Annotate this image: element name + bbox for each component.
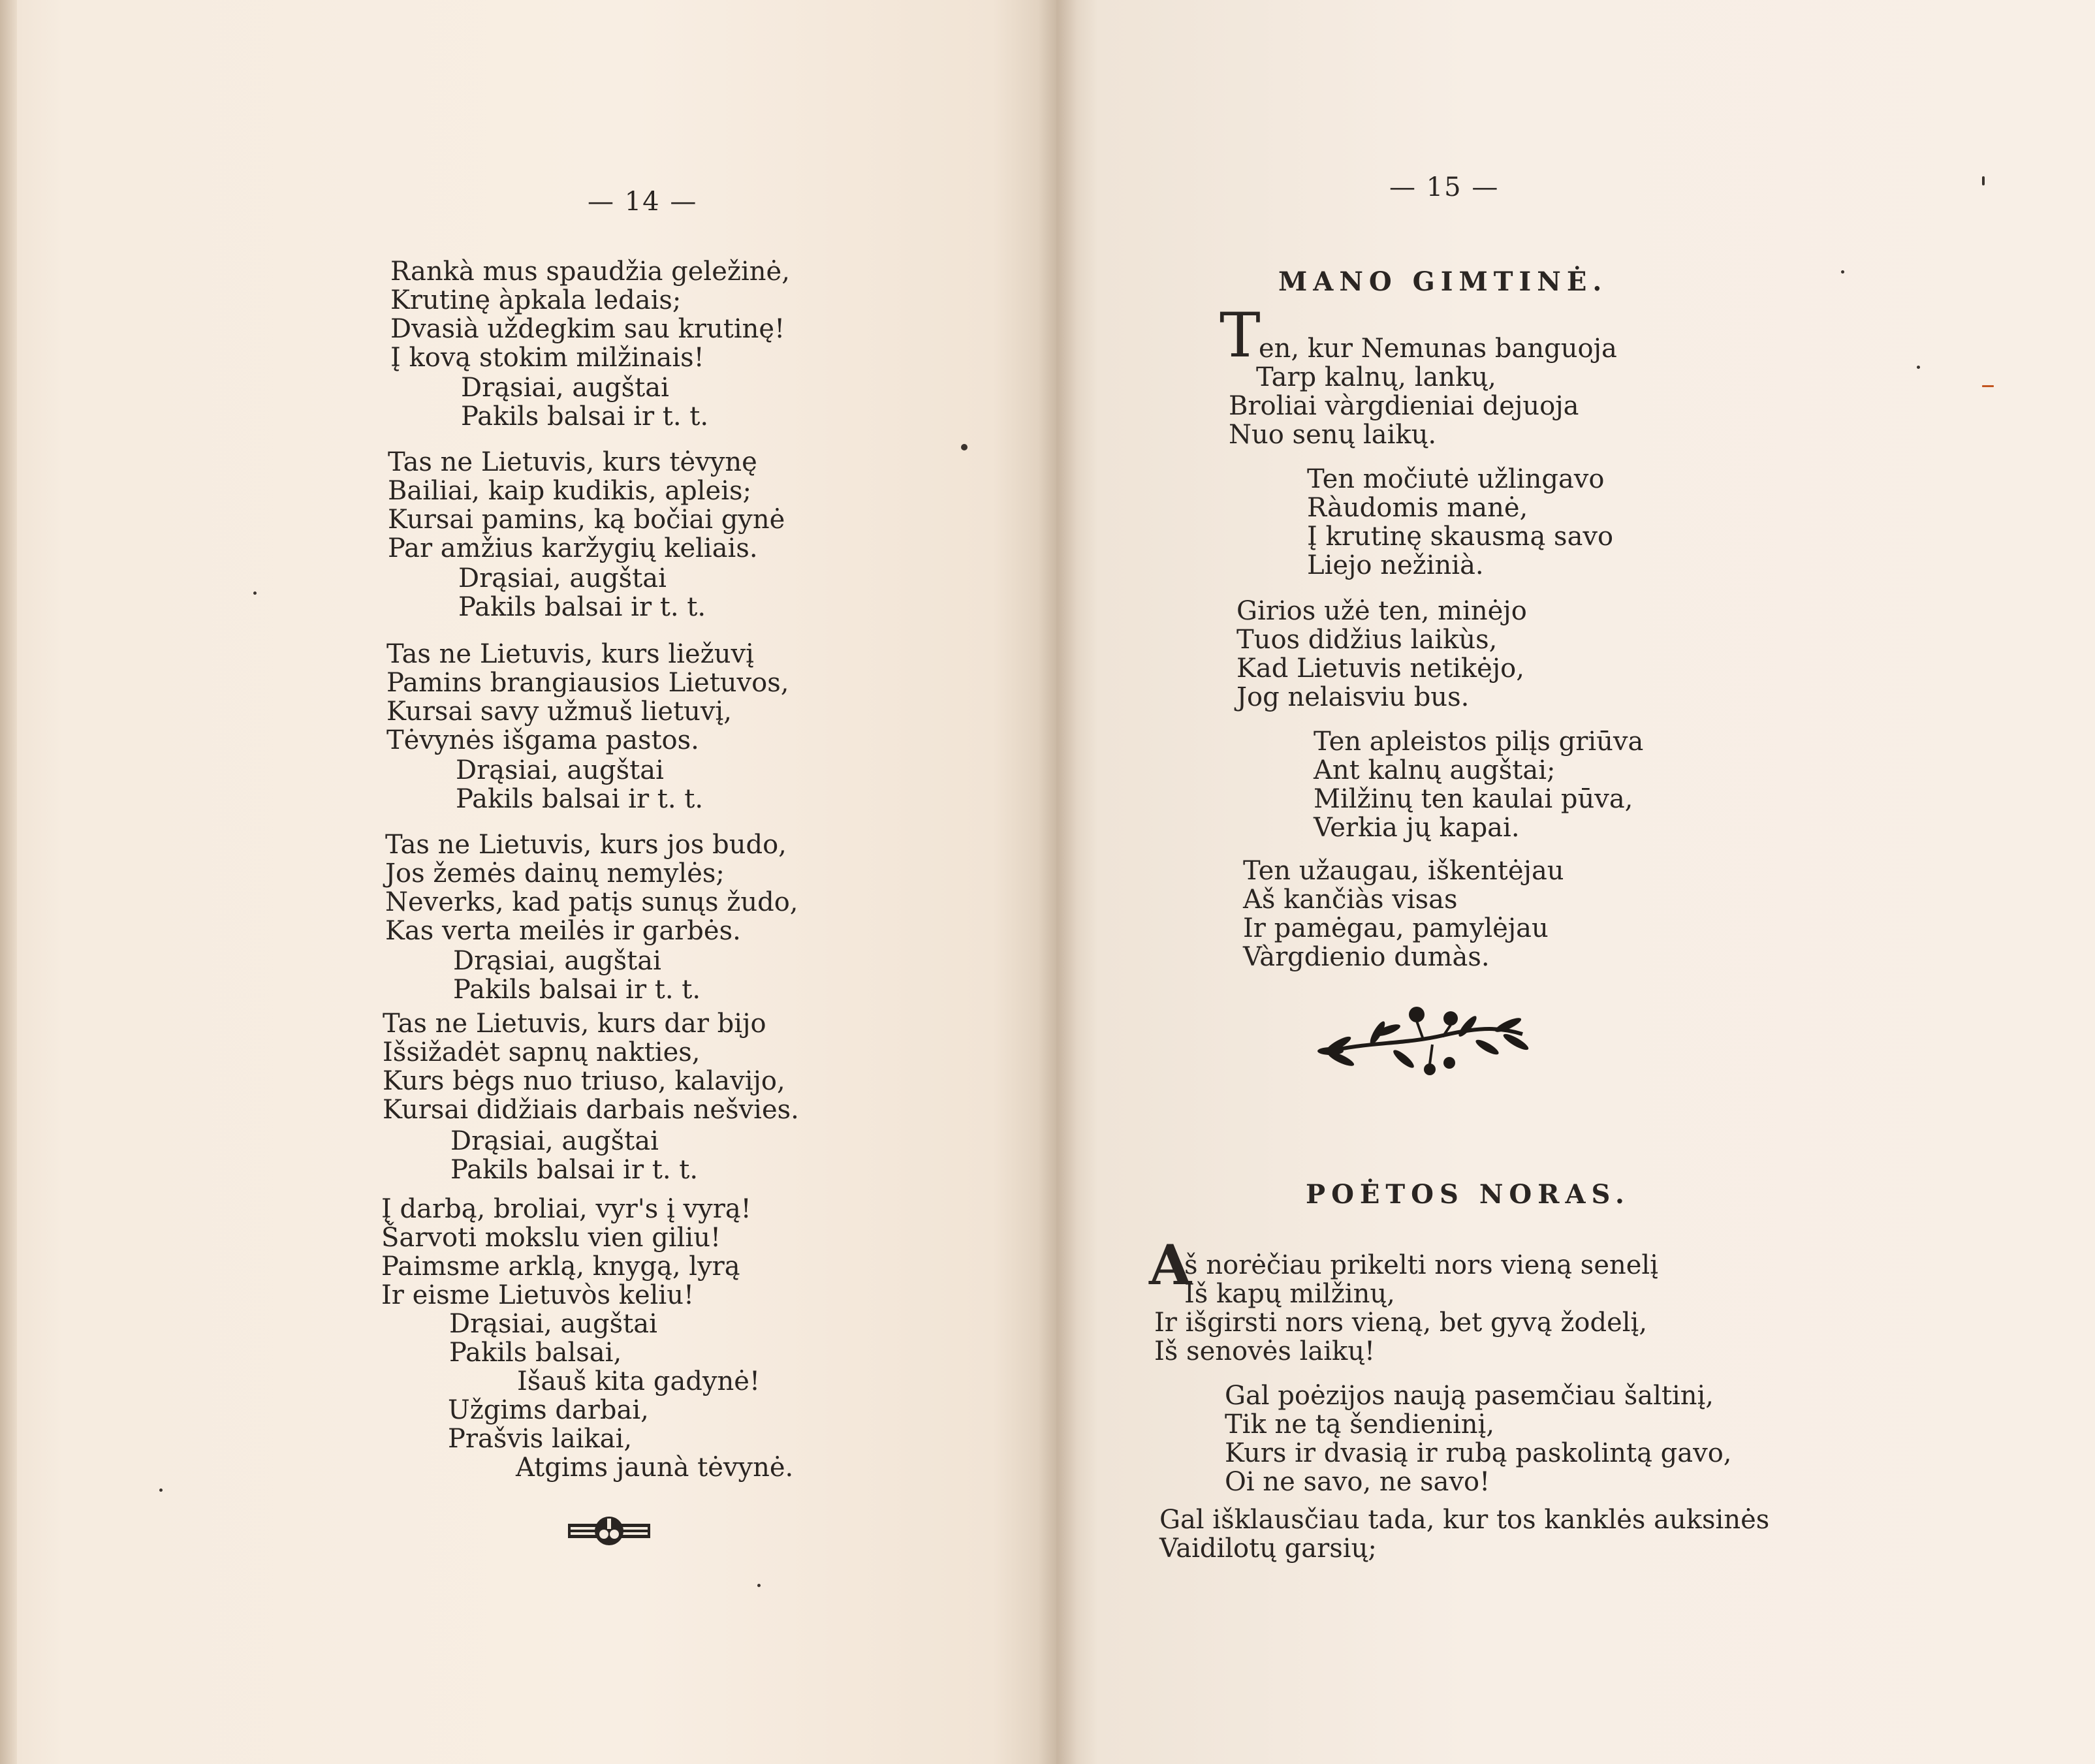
dropcap-t: T <box>1220 300 1261 371</box>
page-number-left: — 14 — <box>588 187 698 217</box>
poem-line: Oi ne savo, ne savo! <box>1225 1467 1490 1497</box>
poem-line: Kas verta meilės ir garbės. <box>385 916 741 946</box>
poem-line: Broliai vàrgdieniai dejuoja <box>1229 391 1579 421</box>
poem-line: Paimsme arklą, knygą, lyrą <box>381 1252 740 1282</box>
poem-line: Drąsiai, augštai <box>449 1309 657 1339</box>
poem-line: Tik ne tą šendieninį, <box>1225 1410 1495 1440</box>
paper-speck <box>961 444 968 450</box>
poem-line: Liejo nežinià. <box>1307 550 1484 580</box>
poem-title-mano-gimtine: MANO GIMTINĖ. <box>1278 266 1608 297</box>
paper-speck <box>757 1584 761 1587</box>
poem-line: Atgims jaunà tėvynė. <box>516 1453 794 1483</box>
poem-line: Drąsiai, augštai <box>456 755 664 785</box>
page-edge <box>0 0 17 1764</box>
poem-line: Nuo senų laikų. <box>1229 420 1437 450</box>
paper-speck <box>159 1488 163 1492</box>
poem-line: Ant kalnų augštai; <box>1314 755 1556 785</box>
end-ornament-icon <box>567 1515 652 1547</box>
page-number-right: — 15 — <box>1389 172 1500 202</box>
poem-line: Iš senovės laikų! <box>1154 1336 1376 1366</box>
poem-line: Pakils balsai ir t. t. <box>456 784 704 814</box>
poem-line: Bailiai, kaip kudikis, apleis; <box>388 476 751 506</box>
poem-line: Jos žemės dainų nemylės; <box>385 858 725 889</box>
poem-line: Jog nelaisviu bus. <box>1237 682 1470 712</box>
paper-speck <box>1841 270 1844 274</box>
poem-line: Rankà mus spaudžia geležinė, <box>390 257 790 287</box>
dropcap-a: A <box>1149 1233 1192 1297</box>
poem-line: Krutinę àpkala ledais; <box>390 285 682 315</box>
poem-line: Užgims darbai, <box>448 1395 649 1425</box>
poem-line: Pamins brangiausios Lietuvos, <box>386 668 789 698</box>
poem-line: Milžinų ten kaulai pūva, <box>1314 784 1633 814</box>
poem-line: Kursai didžiais darbais nešvies. <box>383 1095 799 1125</box>
poem-line: Vàrgdienio dumàs. <box>1243 942 1490 972</box>
paper-speck <box>1917 366 1920 369</box>
poem-line: Ten užaugau, iškentėjau <box>1243 856 1564 886</box>
poem-line: Pakils balsai, <box>449 1338 622 1368</box>
poem-line: Ten močiutė užlingavo <box>1307 464 1605 494</box>
poem-line: Išsižadėt sapnų nakties, <box>383 1037 701 1067</box>
floral-vignette-icon <box>1312 1001 1534 1086</box>
poem-line: Drąsiai, augštai <box>453 946 661 976</box>
poem-line: Kad Lietuvis netikėjo, <box>1237 654 1524 684</box>
poem-line: Neverks, kad patįs sunųs žudo, <box>385 887 798 917</box>
poem-line: Tas ne Lietuvis, kurs liežuvį <box>386 639 754 669</box>
poem-line: Tėvynės išgama pastos. <box>386 725 699 755</box>
poem-line: Gal išklausčiau tada, kur tos kanklės auksinės <box>1159 1505 1770 1535</box>
poem-title-poetos-noras: POĖTOS NORAS. <box>1306 1179 1630 1210</box>
poem-line: Pakils balsai ir t. t. <box>458 592 706 622</box>
poem-line: Kursai pamins, ką bočiai gynė <box>388 505 785 535</box>
book-gutter <box>1038 0 1077 1764</box>
poem-first-line: en, kur Nemunas banguoja <box>1259 334 1617 364</box>
right-page <box>1056 0 2095 1764</box>
poem-line: Tas ne Lietuvis, kurs dar bijo <box>383 1009 766 1039</box>
poem-line: Tuos didžius laikùs, <box>1237 625 1498 655</box>
poem-line: Ir pamėgau, pamylėjau <box>1243 913 1549 943</box>
poem-line: Drąsiai, augštai <box>450 1126 659 1156</box>
poem-line: Girios užė ten, minėjo <box>1237 596 1527 626</box>
poem-line: Pakils balsai ir t. t. <box>450 1155 699 1185</box>
poem-first-line: š norėčiau prikelti nors vieną senelį <box>1184 1250 1659 1280</box>
poem-line: Pakils balsai ir t. t. <box>461 402 709 432</box>
poem-line: Verkia jų kapai. <box>1314 813 1520 843</box>
poem-line: Drąsiai, augštai <box>458 563 667 593</box>
poem-line: Ir eisme Lietuvòs keliu! <box>381 1280 695 1310</box>
poem-line: Ràudomis manė, <box>1307 493 1528 523</box>
poem-line: Ir išgirsti nors vieną, bet gyvą žodelį, <box>1154 1308 1648 1338</box>
poem-line: Šarvoti mokslu vien giliu! <box>381 1223 721 1253</box>
poem-line: Tas ne Lietuvis, kurs jos budo, <box>385 830 787 860</box>
poem-line: Prašvis laikai, <box>448 1424 633 1454</box>
paper-speck <box>1982 385 1994 387</box>
poem-line: Ten apleistos pilįs griūva <box>1314 727 1644 757</box>
poem-line: Kurs bėgs nuo triuso, kalavijo, <box>383 1066 785 1096</box>
poem-line: Aš kančiàs visas <box>1243 885 1458 915</box>
poem-line: Par amžius karžygių keliais. <box>388 533 758 563</box>
poem-line: Pakils balsai ir t. t. <box>453 975 701 1005</box>
poem-line: Iš kapų milžinų, <box>1184 1279 1395 1309</box>
poem-line: Vaidilotų garsių; <box>1159 1534 1377 1564</box>
poem-line: Dvasià uždegkim sau krutinę! <box>390 314 785 344</box>
poem-line: Kursai savy užmuš lietuvį, <box>386 697 732 727</box>
poem-line: Išauš kita gadynė! <box>517 1366 761 1396</box>
poem-line: Tarp kalnų, lankų, <box>1256 362 1496 392</box>
poem-line: Kurs ir dvasią ir rubą paskolintą gavo, <box>1225 1438 1732 1468</box>
poem-line: Gal poėzijos naują pasemčiau šaltinį, <box>1225 1381 1714 1411</box>
poem-line: Drąsiai, augštai <box>461 373 669 403</box>
poem-line: Į krutinę skausmą savo <box>1307 522 1614 552</box>
paper-speck <box>1982 176 1985 185</box>
poem-line: Į kovą stokim milžinais! <box>390 343 704 373</box>
poem-line: Į darbą, broliai, vyr's į vyrą! <box>381 1194 751 1224</box>
paper-speck <box>253 591 257 595</box>
poem-line: Tas ne Lietuvis, kurs tėvynę <box>388 447 757 477</box>
